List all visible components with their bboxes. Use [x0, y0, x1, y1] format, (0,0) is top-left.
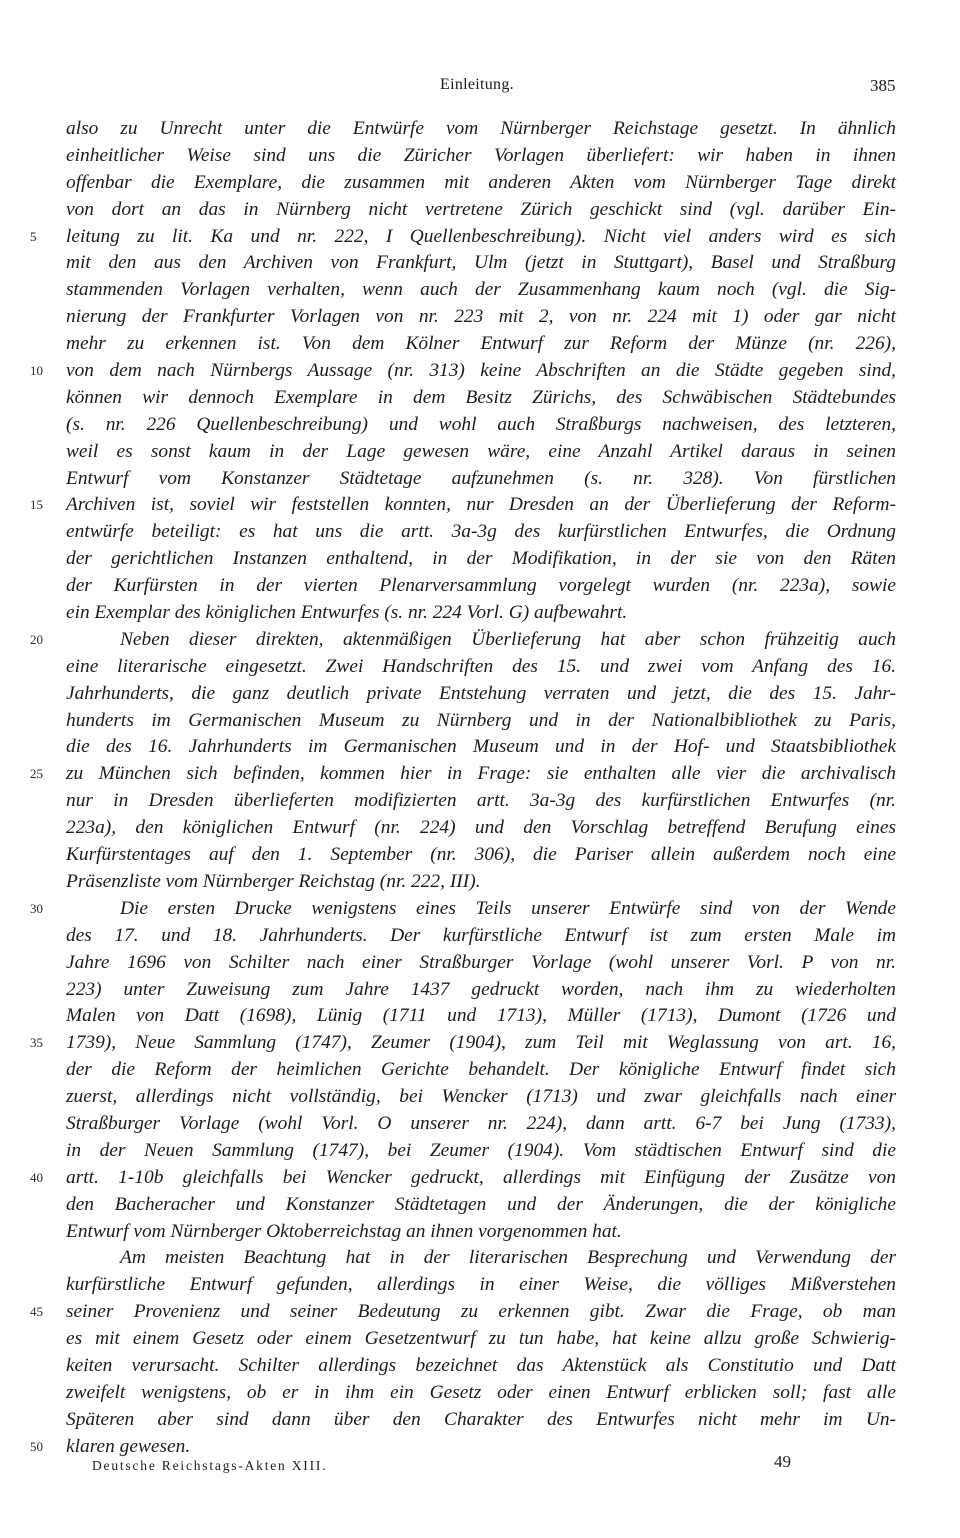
text-line: [66, 466, 896, 493]
line-text: den Bacheracher und Konstanzer Städtetagen und der Änderungen, die der königliche: [66, 1193, 896, 1215]
text-line: [66, 1272, 896, 1299]
text-line: [66, 197, 896, 224]
line-text: Straßburger Vorlage (wohl Vorl. O unserer nr. 224), dann artt. 6-7 bei Jung (1733),: [66, 1112, 896, 1134]
line-number: 5: [30, 228, 37, 244]
series-title: Deutsche Reichstags-Akten XIII.: [92, 1458, 328, 1473]
line-text: entwürfe beteiligt: es hat uns die artt. 3a-3g des kurfürstlichen Entwurfes, die Ordnung: [66, 521, 896, 543]
text-line: [66, 1353, 896, 1380]
line-text: also zu Unrecht unter die Entwürfe vom Nürnberger Reichstage gesetzt. In ähnlich: [66, 118, 896, 139]
line-text: 223) unter Zuweisung zum Jahre 1437 gedruckt worden, nach ihm zu wiederholten: [66, 978, 896, 1000]
text-line: [30, 896, 896, 923]
line-text: können wir dennoch Exemplare in dem Besitz Zürichs, des Schwäbischen Städtebundes: [66, 386, 896, 408]
text-line: [66, 1003, 896, 1030]
text-line: [66, 923, 896, 950]
line-text: einheitlicher Weise sind uns die Züricher Vorlagen überliefert: wir haben in ihnen: [66, 144, 896, 166]
line-text: kurfürstliche Entwurf gefunden, allerdings in einer Weise, die völliges Mißverstehen: [66, 1274, 896, 1296]
line-text: leitung zu lit. Ka und nr. 222, I Quellenbeschreibung). Nicht viel anders wird es sich: [66, 225, 896, 247]
text-line: [66, 1407, 896, 1434]
text-line: [30, 1165, 896, 1192]
text-line: [30, 761, 896, 788]
text-line: [66, 412, 896, 439]
line-text: Am meisten Beachtung hat in der literarischen Besprechung und Verwendung der: [120, 1247, 896, 1269]
running-head-title: Einleitung.: [440, 76, 514, 93]
line-number: 25: [30, 766, 43, 782]
line-text: Späteren aber sind dann über den Charakter des Entwurfes nicht mehr im Un-: [66, 1408, 896, 1430]
line-number: 15: [30, 497, 43, 513]
text-line: [30, 1299, 896, 1326]
text-line: [66, 788, 896, 815]
page-footer: [0, 1452, 960, 1482]
line-text: 223a), den königlichen Entwurf (nr. 224) und den Vorschlag betreffend Berufung eines: [66, 817, 896, 839]
text-line: [66, 1219, 896, 1246]
text-line: [66, 950, 896, 977]
line-text: zu München sich befinden, kommen hier in Frage: sie enthalten alle vier die archivalisch: [66, 763, 896, 785]
line-text: offenbar die Exemplare, die zusammen mit anderen Akten vom Nürnberger Tage direkt: [66, 171, 896, 193]
text-line: [66, 1084, 896, 1111]
line-text: klaren gewesen.: [66, 1435, 191, 1457]
text-line: [66, 170, 896, 197]
page-number: 385: [870, 76, 896, 95]
line-text: nierung der Frankfurter Vorlagen von nr. 223 mit 2, von nr. 224 mit 1) oder gar nicht: [66, 306, 896, 328]
line-text: artt. 1-10b gleichfalls bei Wencker gedruckt, allerdings mit Einfügung der Zusätze von: [66, 1166, 896, 1188]
line-number: 50: [30, 1438, 43, 1454]
line-number: 40: [30, 1169, 43, 1185]
text-line: [66, 143, 896, 170]
text-line: [66, 573, 896, 600]
line-text: Malen von Datt (1698), Lünig (1711 und 1713), Müller (1713), Dumont (1726 und: [66, 1005, 896, 1027]
line-text: Präsenzliste vom Nürnberger Reichstag (nr. 222, III).: [66, 870, 481, 892]
line-text: Jahre 1696 von Schilter nach einer Straßburger Vorlage (wohl unserer Vorl. P von nr.: [66, 951, 896, 973]
text-line: [66, 1326, 896, 1353]
text-line: [66, 116, 896, 143]
text-line: [66, 1380, 896, 1407]
line-text: mit den aus den Archiven von Frankfurt, Ulm (jetzt in Stuttgart), Basel und Straßburg: [66, 252, 896, 274]
text-line: [66, 734, 896, 761]
line-text: stammenden Vorlagen verhalten, wenn auch der Zusammenhang kaum noch (vgl. die Sig-: [66, 279, 896, 301]
line-text: eine literarische eingesetzt. Zwei Handschriften des 15. und zwei vom Anfang des 16.: [66, 655, 896, 677]
text-line: [66, 385, 896, 412]
text-line: [30, 627, 896, 654]
text-line: [66, 1138, 896, 1165]
line-text: zuerst, allerdings nicht vollständig, bei Wencker (1713) und zwar gleichfalls nach einer: [66, 1086, 896, 1108]
line-text: Entwurf vom Nürnberger Oktoberreichstag an ihnen vorgenommen hat.: [66, 1220, 622, 1242]
text-line: [66, 1245, 896, 1272]
line-text: seiner Provenienz und seiner Bedeutung zu erkennen gibt. Zwar die Frage, ob man: [66, 1301, 896, 1323]
line-number: 20: [30, 631, 43, 647]
text-line: [66, 519, 896, 546]
sheet-signature: 49: [774, 1452, 791, 1471]
text-line: [66, 250, 896, 277]
line-text: von dem nach Nürnbergs Aussage (nr. 313) keine Abschriften an die Städte gegeben sind,: [66, 360, 896, 382]
text-line: [66, 304, 896, 331]
line-text: des 17. und 18. Jahrhunderts. Der kurfürstliche Entwurf ist zum ersten Male im: [66, 924, 896, 946]
line-text: weil es sonst kaum in der Lage gewesen wäre, eine Anzahl Artikel daraus in seinen: [66, 440, 896, 462]
text-line: [66, 869, 896, 896]
line-number: 45: [30, 1304, 43, 1320]
text-line: [66, 331, 896, 358]
line-text: nur in Dresden überlieferten modifizierten artt. 3a-3g des kurfürstlichen Entwurfes (nr.: [66, 790, 896, 812]
text-line: [66, 654, 896, 681]
text-line: [66, 708, 896, 735]
line-text: 1739), Neue Sammlung (1747), Zeumer (1904), zum Teil mit Weglassung von art. 16,: [66, 1032, 896, 1054]
text-line: [66, 815, 896, 842]
line-text: Archiven ist, soviel wir feststellen konnten, nur Dresden an der Überlieferung der Reform-: [66, 494, 896, 516]
line-text: die des 16. Jahrhunderts im Germanischen Museum und in der Hof- und Staatsbibliothek: [66, 736, 896, 758]
body-text: [30, 116, 896, 1461]
text-line: [66, 439, 896, 466]
line-text: Neben dieser direkten, aktenmäßigen Überlieferung hat aber schon frühzeitig auch: [120, 628, 896, 650]
line-text: Kurfürstentages auf den 1. September (nr. 306), die Pariser allein außerdem noch eine: [66, 844, 896, 866]
text-line: [66, 1057, 896, 1084]
text-line: [66, 681, 896, 708]
line-text: Jahrhunderts, die ganz deutlich private Entstehung verraten und jetzt, die des 15. Jahr-: [66, 682, 896, 704]
line-text: der gerichtlichen Instanzen enthaltend, in der Modifikation, in der sie von den Räten: [66, 548, 896, 570]
line-text: Die ersten Drucke wenigstens eines Teils unserer Entwürfe sind von der Wende: [120, 897, 896, 919]
line-text: zweifelt wenigstens, ob er in ihm ein Gesetz oder einen Entwurf erblicken soll; fast alle: [66, 1381, 896, 1403]
line-text: keiten verursacht. Schilter allerdings bezeichnet das Aktenstück als Constitutio und Datt: [66, 1354, 896, 1376]
text-line: [30, 358, 896, 385]
text-line: [66, 277, 896, 304]
line-text: hunderts im Germanischen Museum zu Nürnberg und in der Nationalbibliothek zu Paris,: [66, 709, 896, 731]
line-number: 30: [30, 900, 43, 916]
text-line: [30, 224, 896, 251]
line-text: von dort an das in Nürnberg nicht vertretene Zürich geschickt sind (vgl. darüber Ein-: [66, 198, 896, 220]
line-text: ein Exemplar des königlichen Entwurfes (s. nr. 224 Vorl. G) aufbewahrt.: [66, 602, 628, 624]
running-head: [0, 76, 960, 100]
text-line: [30, 492, 896, 519]
text-line: [30, 1030, 896, 1057]
text-line: [66, 1111, 896, 1138]
line-number: 35: [30, 1035, 43, 1051]
line-text: der die Reform der heimlichen Gerichte behandelt. Der königliche Entwurf findet sich: [66, 1059, 896, 1081]
text-line: [66, 1192, 896, 1219]
line-text: der Kurfürsten in der vierten Plenarversammlung vorgelegt wurden (nr. 223a), sowie: [66, 575, 896, 597]
text-line: [66, 977, 896, 1004]
line-text: es mit einem Gesetz oder einem Gesetzentwurf zu tun habe, hat keine allzu große Schwierig-: [66, 1328, 896, 1350]
line-text: in der Neuen Sammlung (1747), bei Zeumer (1904). Vom städtischen Entwurf sind die: [66, 1139, 896, 1161]
text-line: [66, 600, 896, 627]
line-number: 10: [30, 363, 43, 379]
line-text: mehr zu erkennen ist. Von dem Kölner Entwurf zur Reform der Münze (nr. 226),: [66, 333, 896, 355]
text-line: [66, 842, 896, 869]
line-text: Entwurf vom Konstanzer Städtetage aufzunehmen (s. nr. 328). Von fürstlichen: [66, 467, 896, 489]
text-line: [66, 546, 896, 573]
line-text: (s. nr. 226 Quellenbeschreibung) und wohl auch Straßburgs nachweisen, des letzteren,: [66, 413, 896, 435]
